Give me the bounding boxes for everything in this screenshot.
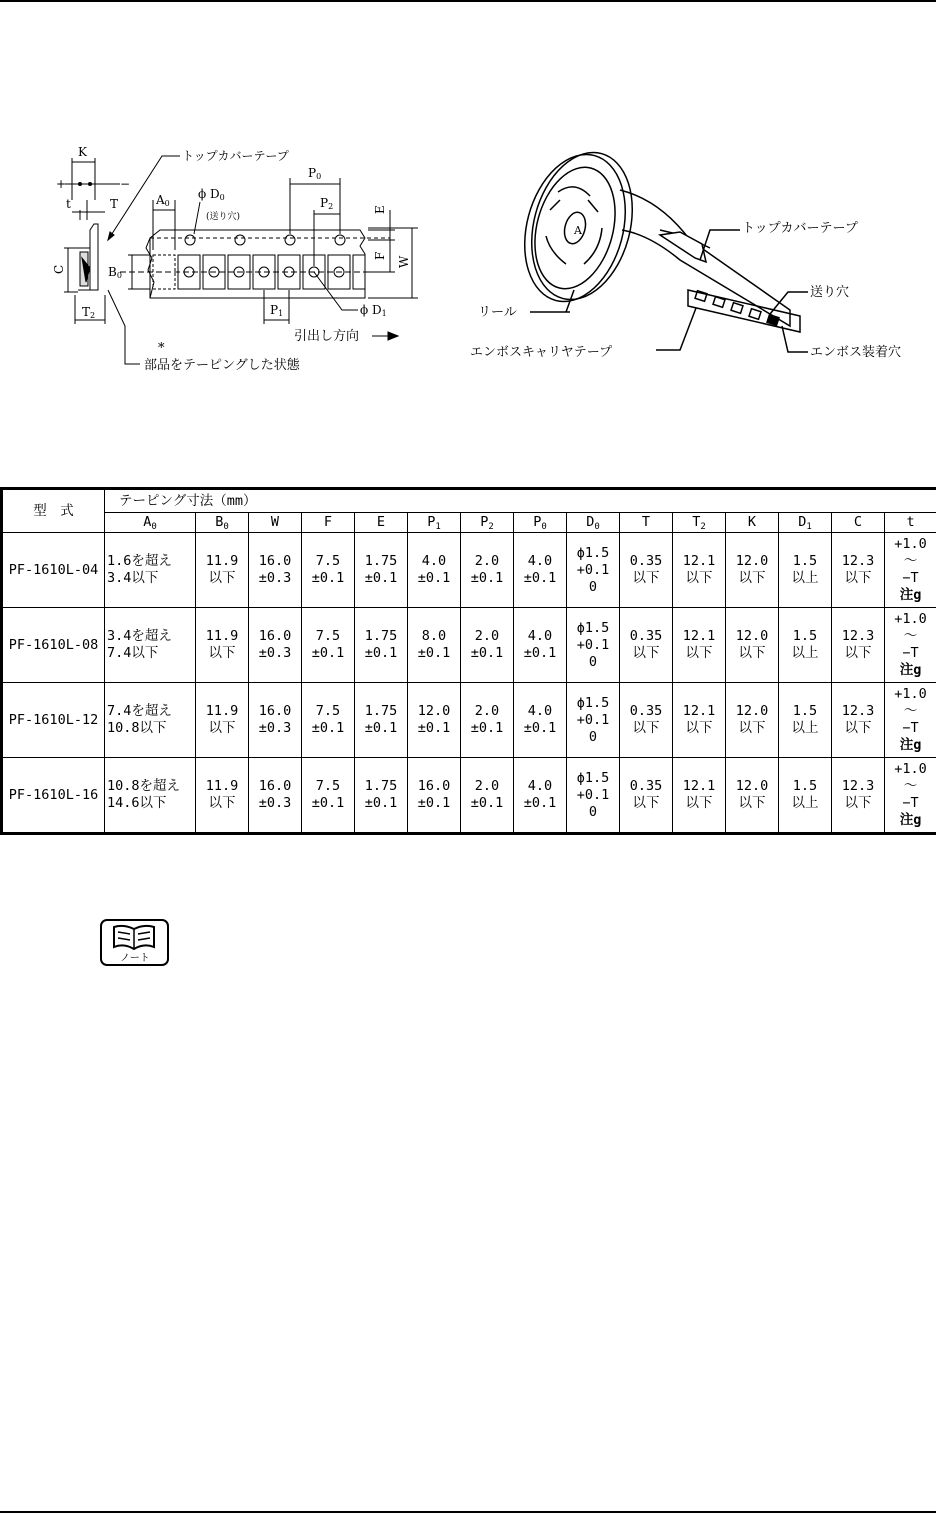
model-cell: PF-1610L-16 [2,758,105,834]
cell-T2: 12.1 以下 [673,533,726,608]
cell-F: 7.5 ±0.1 [302,758,355,834]
label-B0: B0 [108,265,122,280]
cell-T: 0.35 以下 [620,758,673,834]
cell-P1: 16.0 ±0.1 [408,758,461,834]
label-E: E [373,205,387,214]
reel-diagram [470,140,930,370]
column-header: F [302,513,355,533]
cell-P1: 12.0 ±0.1 [408,683,461,758]
cell-B0: 11.9 以下 [196,683,249,758]
cell-B0: 11.9 以下 [196,758,249,834]
column-header: $A_0$ [105,513,196,533]
cell-P1: 4.0 ±0.1 [408,533,461,608]
label-top-cover-tape: トップカバーテープ [182,149,289,163]
note-book-icon [100,919,170,967]
cell-t: +1.0 〜 −T 注g [885,683,936,758]
top-rule [0,0,936,2]
model-cell: PF-1610L-12 [2,683,105,758]
label-F: F [373,251,387,260]
tape-dimension-diagram [50,140,430,380]
label-t: t [66,197,71,211]
cell-F: 7.5 ±0.1 [302,608,355,683]
cell-D1: 1.5 以上 [779,608,832,683]
label-K: K [78,145,87,159]
group-header: テーピング寸法（mm） [105,489,936,513]
cell-P0: 4.0 ±0.1 [514,608,567,683]
model-cell: PF-1610L-08 [2,608,105,683]
cell-E: 1.75 ±0.1 [355,533,408,608]
label-plus: + [56,177,67,191]
cell-F: 7.5 ±0.1 [302,533,355,608]
label-phiD1: ϕ D1 [360,303,387,318]
cell-B0: 11.9 以下 [196,608,249,683]
column-header: $D_1$ [779,513,832,533]
label-A0: A0 [156,193,170,208]
cell-T2: 12.1 以下 [673,608,726,683]
cell-E: 1.75 ±0.1 [355,758,408,834]
column-header: $P_2$ [461,513,514,533]
note-icon-label: ノート [120,953,150,964]
label-taped-state: 部品をテーピングした状態 [144,358,300,373]
cell-P2: 2.0 ±0.1 [461,683,514,758]
cell-W: 16.0 ±0.3 [249,608,302,683]
cell-A0: 1.6を超え 3.4以下 [105,533,196,608]
cell-E: 1.75 ±0.1 [355,683,408,758]
cell-C: 12.3 以下 [832,683,885,758]
column-header: $T_2$ [673,513,726,533]
cell-D1: 1.5 以上 [779,683,832,758]
column-header-row [2,513,936,533]
column-header: t [885,513,936,533]
cell-K: 12.0 以下 [726,683,779,758]
label-top-cover-tape-right: トップカバーテープ [742,221,858,236]
cell-P0: 4.0 ±0.1 [514,533,567,608]
label-minus: − [120,177,131,191]
label-feed-hole-right: 送り穴 [810,285,850,300]
cell-K: 12.0 以下 [726,758,779,834]
table-body [2,533,936,834]
cell-C: 12.3 以下 [832,608,885,683]
cell-D0: ϕ1.5 +0.1 0 [567,758,620,834]
cell-C: 12.3 以下 [832,758,885,834]
label-P2: P2 [320,196,334,211]
cell-K: 12.0 以下 [726,533,779,608]
cell-P2: 2.0 ±0.1 [461,608,514,683]
cell-D1: 1.5 以上 [779,533,832,608]
model-cell: PF-1610L-04 [2,533,105,608]
table-row [2,608,936,683]
cell-T2: 12.1 以下 [673,758,726,834]
cell-D0: ϕ1.5 +0.1 0 [567,533,620,608]
table-row [2,683,936,758]
cell-P1: 8.0 ±0.1 [408,608,461,683]
cell-T2: 12.1 以下 [673,683,726,758]
cell-t: +1.0 〜 −T 注g [885,608,936,683]
cell-B0: 11.9 以下 [196,533,249,608]
cell-A0: 10.8を超え 14.6以下 [105,758,196,834]
cell-D0: ϕ1.5 +0.1 0 [567,608,620,683]
cell-D1: 1.5 以上 [779,758,832,834]
cell-C: 12.3 以下 [832,533,885,608]
column-header: K [726,513,779,533]
label-P0: P0 [308,166,322,181]
label-W: W [397,255,411,268]
column-header: W [249,513,302,533]
model-header: 型 式 [2,489,105,533]
column-header: $P_0$ [514,513,567,533]
cell-P2: 2.0 ±0.1 [461,533,514,608]
label-emboss-carrier-tape: エンボスキャリヤテープ [470,345,613,360]
label-reel: リール [478,305,517,320]
label-pull-direction: 引出し方向 [294,329,360,344]
column-header: $P_1$ [408,513,461,533]
label-T: T [110,197,119,211]
table-row [2,533,936,608]
cell-P0: 4.0 ±0.1 [514,683,567,758]
column-header: $D_0$ [567,513,620,533]
cell-t: +1.0 〜 −T 注g [885,758,936,834]
cell-P0: 4.0 ±0.1 [514,758,567,834]
cell-T: 0.35 以下 [620,533,673,608]
cell-E: 1.75 ±0.1 [355,608,408,683]
cell-W: 16.0 ±0.3 [249,533,302,608]
cell-P2: 2.0 ±0.1 [461,758,514,834]
table-header [2,489,936,533]
cell-D0: ϕ1.5 +0.1 0 [567,683,620,758]
column-header: T [620,513,673,533]
column-header: E [355,513,408,533]
cell-K: 12.0 以下 [726,608,779,683]
taping-dimension-table [0,487,936,835]
cell-t: +1.0 〜 −T 注g [885,533,936,608]
cell-F: 7.5 ±0.1 [302,683,355,758]
cell-W: 16.0 ±0.3 [249,683,302,758]
label-emboss-pocket: エンボス装着穴 [810,345,902,360]
column-header: $B_0$ [196,513,249,533]
label-feed-hole: (送り穴) [206,212,241,222]
cell-T: 0.35 以下 [620,683,673,758]
column-header: C [832,513,885,533]
cell-W: 16.0 ±0.3 [249,758,302,834]
label-P1: P1 [270,303,284,318]
cell-A0: 7.4を超え 10.8以下 [105,683,196,758]
taping-dimension-table-wrapper [0,487,935,835]
label-C: C [52,264,66,274]
table-row [2,758,936,834]
label-phiD0: ϕ D0 [198,187,225,202]
reel-hub-mark: A [574,224,582,237]
cell-A0: 3.4を超え 7.4以下 [105,608,196,683]
label-T2: T2 [82,305,96,320]
label-star: * [158,341,165,356]
cell-T: 0.35 以下 [620,608,673,683]
bottom-rule [0,1511,936,1513]
